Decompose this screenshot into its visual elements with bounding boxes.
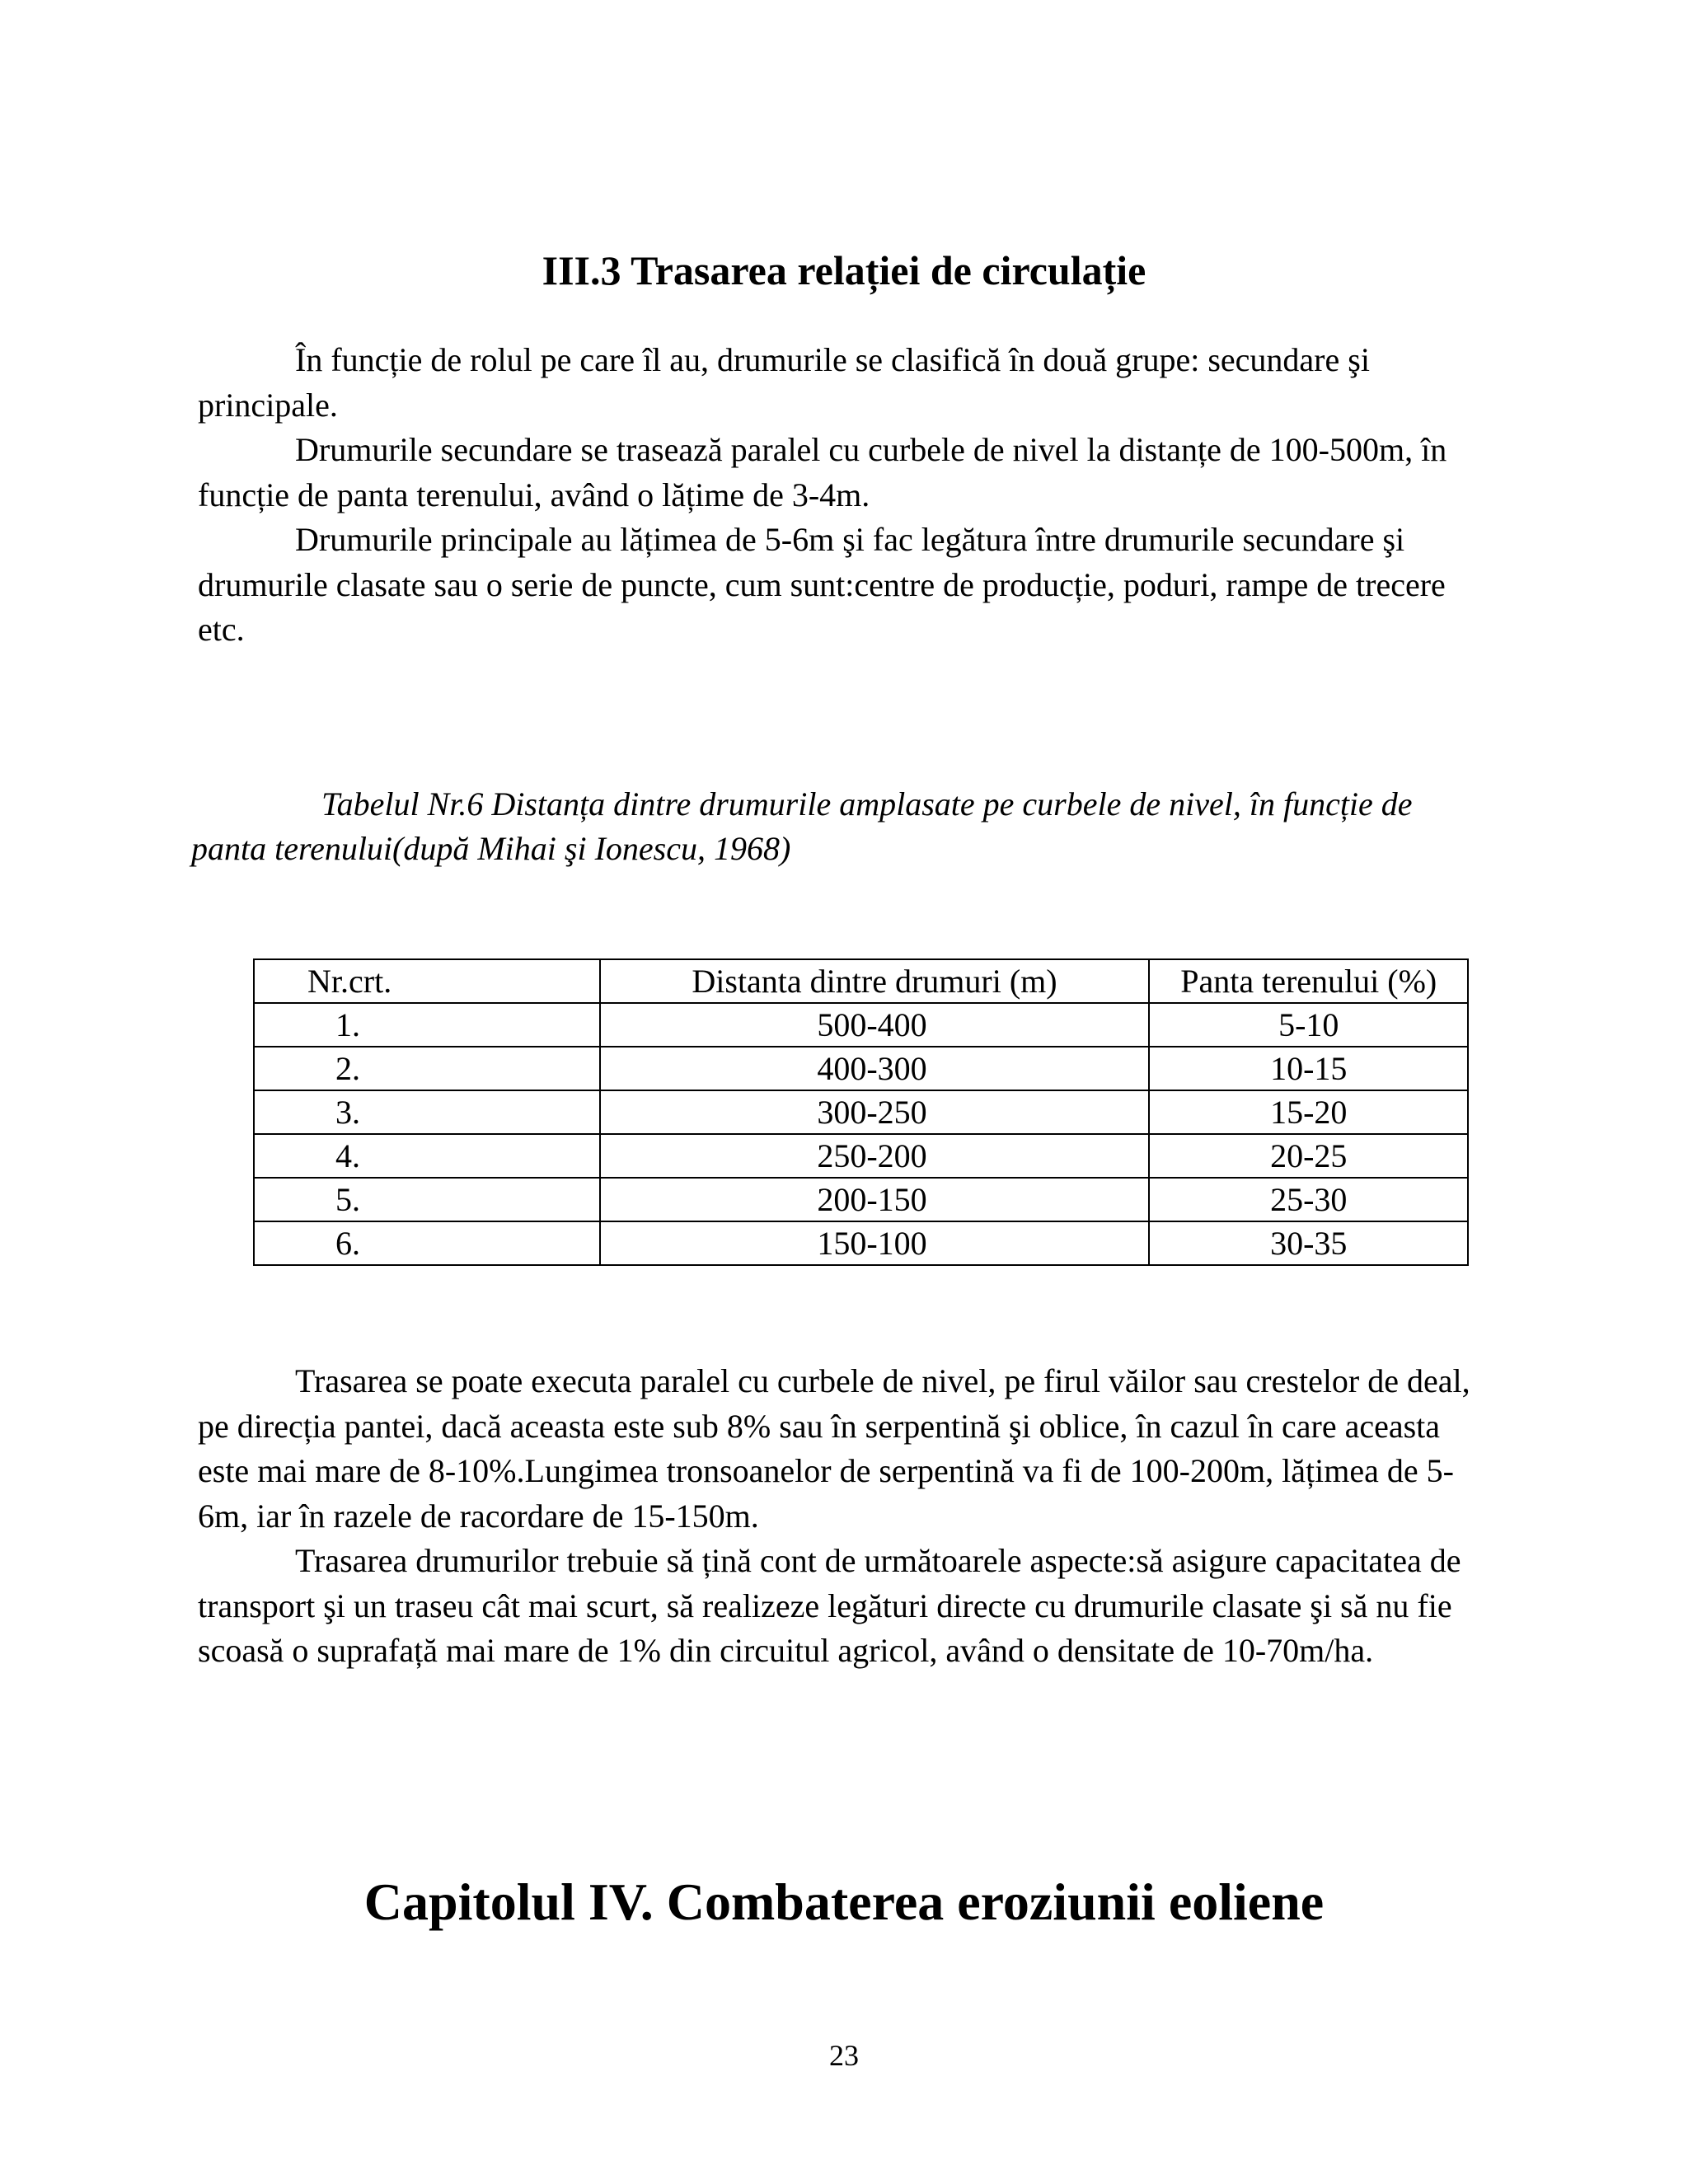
body-text	[198, 1359, 1484, 1674]
cell-nr: 2.	[254, 1047, 600, 1090]
cell-distance: 300-250	[600, 1090, 1150, 1134]
cell-slope: 30-35	[1149, 1221, 1468, 1265]
cell-nr: 5.	[254, 1178, 600, 1221]
table-row	[254, 1047, 1468, 1090]
paragraph: În funcție de rolul pe care îl au, drumurile se clasifică în două grupe: secundare şi principale.	[198, 341, 1370, 424]
page-number: 23	[829, 2039, 859, 2072]
cell-nr: 4.	[254, 1134, 600, 1178]
table-header-row	[254, 959, 1468, 1003]
paragraph: Trasarea drumurilor trebuie să țină cont de următoarele aspecte:să asigure capacitatea de transport şi un traseu cât mai scurt, să realizeze legături directe cu drumurile clasate şi să nu fie scoasă o suprafață mai mare de 1% din circuitul agricol, având o densitate de 10-70m/ha.	[198, 1542, 1461, 1669]
cell-nr: 1.	[254, 1003, 600, 1047]
paragraph: Drumurile secundare se trasează paralel cu curbele de nivel la distanțe de 100-500m, în funcție de panta terenului, având o lățime de 3-4m.	[198, 431, 1447, 513]
cell-slope: 25-30	[1149, 1178, 1468, 1221]
cell-slope: 20-25	[1149, 1134, 1468, 1178]
cell-distance: 500-400	[600, 1003, 1150, 1047]
paragraph: Drumurile principale au lățimea de 5-6m şi fac legătura între drumurile secundare şi drumurile clasate sau o serie de puncte, cum sunt:centre de producție, poduri, rampe de trecere etc.	[198, 521, 1446, 648]
cell-distance: 200-150	[600, 1178, 1150, 1221]
cell-distance: 250-200	[600, 1134, 1150, 1178]
table-row	[254, 1221, 1468, 1265]
cell-slope: 5-10	[1149, 1003, 1468, 1047]
cell-slope: 10-15	[1149, 1047, 1468, 1090]
cell-nr: 3.	[254, 1090, 600, 1134]
chapter-title: Capitolul IV. Combaterea eroziunii eoliene	[363, 1872, 1325, 1931]
road-distance-table	[253, 958, 1469, 1266]
cell-slope: 15-20	[1149, 1090, 1468, 1134]
cell-distance: 400-300	[600, 1047, 1150, 1090]
table-row	[254, 1134, 1468, 1178]
cell-nr: 6.	[254, 1221, 600, 1265]
intro-text	[198, 338, 1484, 653]
header-nr: Nr.crt.	[254, 959, 600, 1003]
paragraph: Trasarea se poate executa paralel cu curbele de nivel, pe firul văilor sau crestelor de deal, pe direcția pantei, dacă aceasta este sub 8% sau în serpentină şi oblice, în cazul în care aceasta este mai mare de 8-10%.Lungimea tronsoanelor de serpentină va fi de 100-200m, lățimea de 5-6m, iar în razele de racordare de 15-150m.	[198, 1362, 1470, 1535]
table-row	[254, 1090, 1468, 1134]
table-caption: Tabelul Nr.6 Distanța dintre drumurile amplasate pe curbele de nivel, în funcție de panta terenului(după Mihai şi Ionescu, 1968)	[191, 785, 1413, 867]
table-row	[254, 1003, 1468, 1047]
header-slope: Panta terenului (%)	[1149, 959, 1468, 1003]
table-row	[254, 1178, 1468, 1221]
cell-distance: 150-100	[600, 1221, 1150, 1265]
section-title: III.3 Trasarea relației de circulație	[542, 247, 1146, 293]
header-distance: Distanta dintre drumuri (m)	[600, 959, 1150, 1003]
